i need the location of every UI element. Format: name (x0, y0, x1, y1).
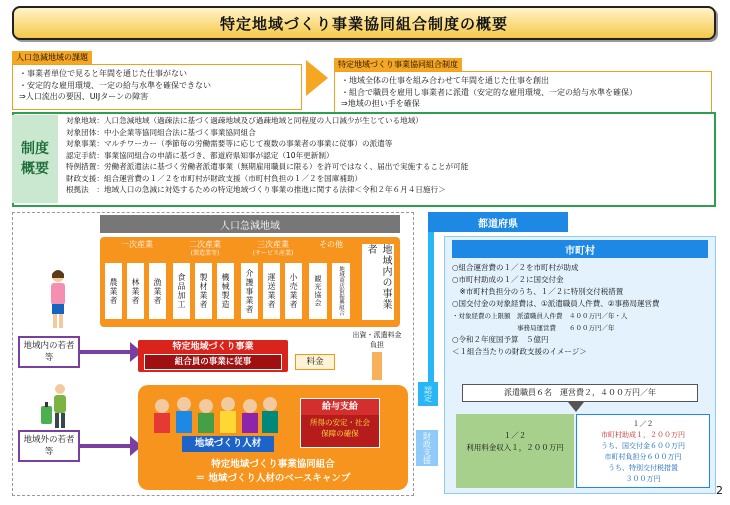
industry-primary (104, 240, 170, 322)
outline-line: 認定手続：事業協同組合の申請に基づき、都道府県知事が認定（10年更新制） (66, 150, 334, 160)
contribution-label: 出資・派遣料金負担 (352, 331, 402, 349)
industry-head: 三次産業 (257, 240, 289, 249)
subsidy-line: ３００万円 (625, 475, 661, 483)
system-panel (334, 52, 712, 108)
dispatch-sub: 組合員の事業に従事 (144, 354, 282, 370)
approval-label: 認定 (418, 382, 438, 406)
outline-line: 根拠法 ：地域人口の急減に対処するための特定地域づくり事業の推進に関する法律＜令和２年６月４日施行＞ (66, 185, 446, 194)
contribution-arrow (372, 352, 382, 380)
municipality-item: ○市町村助成の１／２に国交付金 (452, 275, 564, 284)
issues-line: ⇒人口流出の要因、UIJターンの障害 (19, 92, 149, 101)
arrow-outside (80, 444, 136, 448)
revenue-box (456, 414, 574, 488)
right-arrow-icon (306, 60, 328, 96)
issues-line: ・安定的な雇用環境、一定の給与水準を確保できない (19, 80, 211, 90)
salary-title: 給与支給 (301, 399, 379, 415)
down-arrow-icon (568, 402, 584, 412)
municipality-item: 事務局運営費 ６００万円／年 (452, 324, 615, 332)
salary-box (300, 398, 380, 448)
industry-head: 二次産業 (189, 240, 221, 249)
outline-line: 対象事業：マルチワーカー（季節毎の労働需要等に応じて複数の事業者の事業に従事）の派遣等 (66, 139, 393, 148)
industry-column: 介護事業者 (240, 262, 259, 320)
industry-column: 農業者 (104, 262, 123, 320)
fee-label: 料金 (295, 354, 335, 370)
coop-title (140, 458, 406, 486)
municipality-label (452, 240, 708, 258)
system-line: ・地域全体の仕事を組み合わせて年間を通じた仕事を創出 (341, 76, 549, 85)
industry-head: 一次産業 (121, 240, 153, 249)
municipality-text: 市町村 (565, 245, 595, 257)
youth-inside-label: 地域内の若者等 (18, 336, 80, 368)
industry-tertiary (240, 240, 306, 322)
subsidy-line: うち、国交付金６００万円 (601, 442, 685, 450)
industry-secondary (172, 240, 238, 322)
system-line: ・組合で職員を雇用し事業者に派遣（安定的な雇用環境、一定の給与水準を確保） (341, 87, 637, 97)
industry-column: 林業者 (126, 262, 145, 320)
person-icon (46, 268, 70, 330)
industry-column: 観光協会 (308, 262, 328, 320)
subsidy-line: 市町村助成１，２００万円 (601, 431, 685, 439)
prefecture-label (428, 212, 568, 232)
workers-icon (150, 392, 280, 440)
outline-line: 対象団体：中小企業等協同組合法に基づく事業協同組合 (66, 127, 256, 137)
outline-text (66, 115, 711, 196)
region-title-text: 人口急減地域 (220, 220, 280, 232)
industry-other (308, 240, 354, 322)
industry-head: その他 (319, 240, 343, 249)
issues-line: ・事業者単位で見ると年間を通じた仕事がない (19, 69, 187, 78)
finance-label: 財政支援 (416, 430, 438, 466)
local-business-label: 地域内の事業者 (360, 242, 396, 322)
traveler-icon (38, 382, 78, 430)
page-title-text: 特定地域づくり事業協同組合制度の概要 (219, 14, 508, 33)
arrow-inside (80, 350, 136, 354)
page-number: 2 (716, 484, 723, 497)
system-tag: 特定地域づくり事業協同組合制度 (334, 58, 462, 71)
dispatch-box (138, 340, 288, 372)
industry-column: 製材業者 (194, 262, 213, 320)
municipality-item: ○組合運営費の１／２を市町村が助成 (452, 263, 579, 272)
system-line: ⇒地域の担い手を確保 (341, 99, 420, 108)
subsidy-line: うち、特別交付税措置 (608, 464, 678, 472)
outline-line: 対象地域：人口急減地域（過疎法に基づく過疎地域及び過疎地域と同程度の人口減少が生じている地域） (66, 116, 423, 125)
people-label: 地域づくり人材 (182, 436, 274, 452)
region-title (100, 215, 400, 233)
issues-panel (12, 45, 302, 105)
page-title (12, 6, 716, 40)
outline-line: 特例措置：労働者派遣法に基づく労働者派遣事業（無期雇用職員に限る）を許可ではなく、届出で実施することが可能 (66, 162, 469, 171)
municipality-items (452, 262, 712, 358)
municipality-item: ・対象経費の上限額 派遣職員人件費 ４００万円／年・人 (452, 312, 628, 320)
municipality-item: ※市町村負担分のうち、１／２に特別交付税措置 (452, 287, 624, 296)
system-box (334, 71, 712, 113)
prefecture-text: 都道府県 (478, 218, 518, 230)
industry-column: 食品加工 (172, 262, 191, 320)
outline-label-bottom: 概要 (21, 161, 49, 177)
industry-sub: (製造業等) (190, 250, 220, 257)
dispatch-title: 特定地域づくり事業 (172, 342, 254, 352)
coop-line-2: ＝ 地域づくり人材のベースキャンプ (195, 473, 351, 484)
issues-box (12, 64, 302, 110)
outline-label-top: 制度 (21, 141, 49, 157)
industry-column: 漁業者 (148, 262, 167, 320)
salary-sub: 所得の安定・社会保障の確保 (310, 418, 370, 438)
issues-tag: 人口急減地域の課題 (12, 51, 92, 64)
industry-column: 小売業者 (284, 262, 303, 320)
example-box: 派遣職員６名 運営費２，４００万円／年 (462, 384, 698, 402)
coop-line-1: 特定地域づくり事業協同組合 (211, 459, 335, 470)
subsidy-line: １／２ (632, 420, 654, 428)
industry-column: 地域商店街振興組合 (331, 262, 351, 320)
outline-line: 財政支援：組合運営費の１／２を市町村が財政支援（市町村負担の１／２を国庫補助） (66, 173, 363, 183)
municipality-item: ＜１組合当たりの財政支援のイメージ＞ (452, 347, 587, 356)
approval-line (428, 232, 434, 382)
revenue-ratio: １／２ (503, 431, 527, 440)
municipality-item: ○令和２年度国予算 ５億円 (452, 335, 549, 344)
subsidy-line: 市町村負担分６００万円 (604, 453, 682, 461)
subsidy-box (576, 414, 710, 488)
industry-sub: (サービス産業) (252, 250, 294, 257)
youth-outside-label: 地域外の若者等 (18, 430, 80, 462)
outline-label (12, 115, 58, 203)
industry-column: 機械製造 (216, 262, 235, 320)
revenue-text: 利用料金収入１，２００万円 (466, 443, 564, 452)
municipality-item: ○国交付金の対象経費は、①派遣職員人件費、②事務局運営費 (452, 299, 660, 308)
industry-column: 運送業者 (262, 262, 281, 320)
